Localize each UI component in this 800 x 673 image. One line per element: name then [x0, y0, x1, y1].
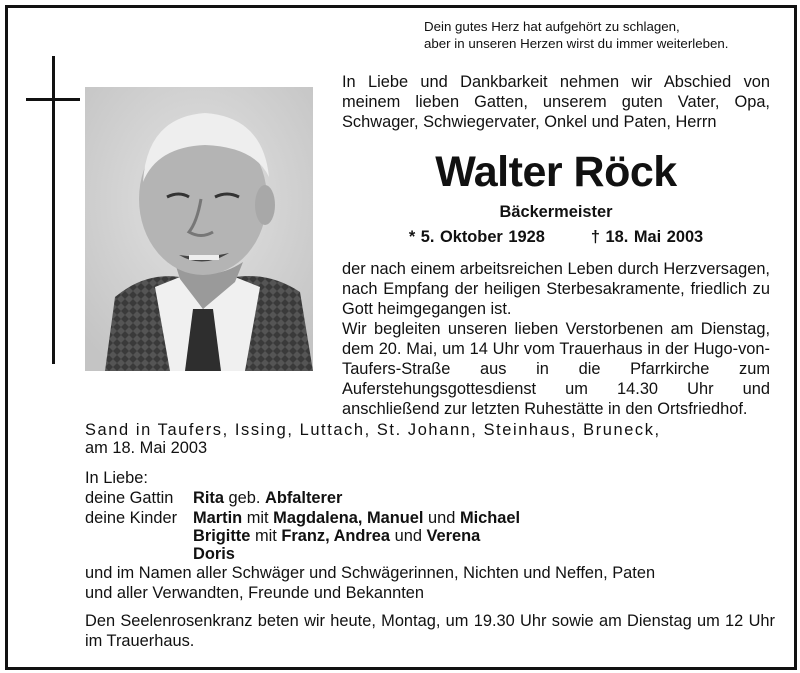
- deceased-name: Walter Röck: [435, 148, 677, 196]
- wife-label: deine Gattin: [85, 489, 174, 507]
- child-2-und: und: [394, 527, 422, 545]
- child-1-und: und: [428, 509, 456, 527]
- family-child-2-row: [193, 526, 480, 546]
- family-children-row: [85, 508, 520, 528]
- funeral-paragraph: Wir begleiten unseren lieben Verstorbenen am Dienstag, dem 20. Mai, um 14 Uhr vom Trauerhaus in der Hugo-von-Taufers-Straße aus in die Pfarrkirche zum Auferstehungsgottesdienst um 14.30 Uhr und anschließend zur letzten Ruhestätte in den Ortsfriedhof.: [342, 320, 770, 418]
- motto-line-1: Dein gutes Herz hat aufgehört zu schlagen,: [424, 19, 680, 34]
- birth-date: * 5. Oktober 1928: [408, 228, 545, 246]
- cross-icon-vertical: [52, 56, 55, 364]
- child-2-family: Franz, Andrea: [281, 527, 391, 545]
- wife-geb: geb.: [228, 489, 261, 507]
- motto-line-2: aber in unseren Herzen wirst du immer weiterleben.: [424, 36, 729, 51]
- intro-text: [342, 72, 770, 132]
- child-1-family: Magdalena, Manuel: [273, 509, 424, 527]
- deceased-profession: Bäckermeister: [499, 203, 613, 221]
- family-child-3-row: [193, 544, 235, 564]
- closing-text: [85, 563, 655, 603]
- death-paragraph: der nach einem arbeitsreichen Leben durch Herzversagen, nach Empfang der heiligen Sterbesakramente, friedlich zu Gott heimgegangen ist.: [342, 260, 770, 318]
- child-3-name: Doris: [193, 545, 235, 563]
- motto: [424, 18, 776, 52]
- child-1-child: Michael: [459, 509, 521, 527]
- wife-first-name: Rita: [193, 489, 224, 507]
- child-2-name: Brigitte: [193, 527, 251, 545]
- closing-line-2: und aller Verwandten, Freunde und Bekannten: [85, 584, 424, 602]
- child-1-name: Martin: [193, 509, 243, 527]
- place-line: Sand in Taufers, Issing, Luttach, St. Johann, Steinhaus, Bruneck,: [85, 421, 661, 439]
- family-wife-row: [85, 488, 342, 508]
- wife-maiden-name: Abfalterer: [265, 489, 343, 507]
- in-love-label: In Liebe:: [85, 469, 148, 487]
- date-line: am 18. Mai 2003: [85, 439, 208, 457]
- death-date: † 18. Mai 2003: [590, 228, 704, 246]
- child-2-mit: mit: [254, 527, 277, 545]
- cross-icon-horizontal: [26, 98, 80, 101]
- intro-paragraph: In Liebe und Dankbarkeit nehmen wir Abschied von meinem lieben Gatten, unserem guten Vater, Opa, Schwager, Schwiegervater, Onkel und Paten, Herrn: [342, 73, 770, 131]
- closing-line-1: und im Namen aller Schwäger und Schwägerinnen, Nichten und Neffen, Paten: [85, 564, 656, 582]
- children-label: deine Kinder: [85, 509, 178, 527]
- child-1-mit: mit: [246, 509, 269, 527]
- rosary-notice: Den Seelenrosenkranz beten wir heute, Montag, um 19.30 Uhr sowie am Dienstag um 12 Uhr im Trauerhaus.: [85, 612, 775, 650]
- portrait-image: [85, 87, 313, 371]
- portrait-photo: [85, 87, 313, 371]
- life-dates: [342, 228, 770, 247]
- child-2-child: Verena: [426, 527, 481, 545]
